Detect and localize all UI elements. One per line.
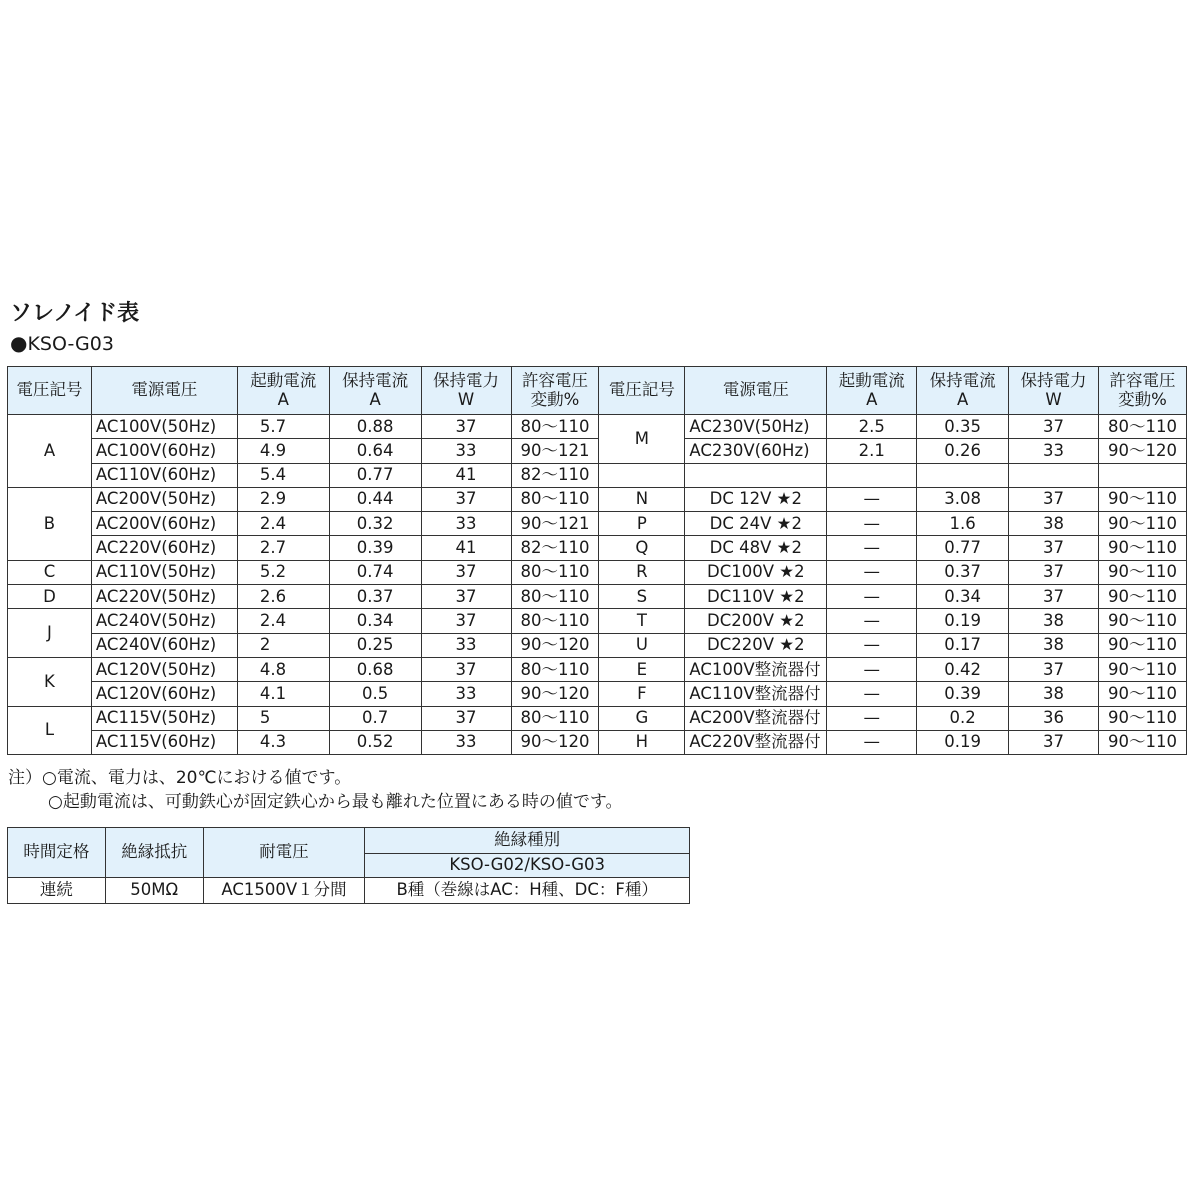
voltage-code: E: [599, 657, 685, 681]
source-voltage: DC200V ★2: [685, 609, 827, 633]
hold-current: 0.34: [917, 585, 1009, 609]
voltage-code: N: [599, 487, 685, 511]
empty-cell: [1098, 463, 1186, 487]
source-voltage: AC220V(50Hz): [91, 585, 237, 609]
tolerance: 90～110: [1098, 487, 1186, 511]
start-current: 2.5: [827, 415, 917, 439]
table-row: [8, 487, 1187, 511]
start-current: 5.7: [237, 415, 329, 439]
tolerance: 90～120: [1098, 439, 1186, 463]
source-voltage: AC200V整流器付: [685, 706, 827, 730]
source-voltage: AC100V(60Hz): [91, 439, 237, 463]
header-tolerance: 許容電圧 変動%: [1098, 367, 1186, 415]
table-row: [8, 415, 1187, 439]
source-voltage: AC220V整流器付: [685, 730, 827, 754]
hold-current: 0.77: [329, 463, 421, 487]
voltage-code: P: [599, 512, 685, 536]
voltage-code: C: [8, 560, 92, 584]
hold-power: 37: [421, 609, 511, 633]
hold-current: 0.52: [329, 730, 421, 754]
hold-current: 0.5: [329, 682, 421, 706]
header-code: 電圧記号: [8, 367, 92, 415]
hold-current: 0.39: [329, 536, 421, 560]
header-tolerance: 許容電圧 変動%: [511, 367, 599, 415]
tolerance: 90～110: [1098, 657, 1186, 681]
hold-current: 0.88: [329, 415, 421, 439]
note-line: ○起動電流は、可動鉄心が固定鉄心から最も離れた位置にある時の値です。: [48, 792, 623, 812]
hold-current: 1.6: [917, 512, 1009, 536]
start-current: 4.1: [237, 682, 329, 706]
tolerance: 90～110: [1098, 730, 1186, 754]
hold-power: 37: [1009, 536, 1099, 560]
hold-current: 0.39: [917, 682, 1009, 706]
hold-current: 0.68: [329, 657, 421, 681]
hold-power: 33: [1009, 439, 1099, 463]
start-current: —: [827, 585, 917, 609]
voltage-code: K: [8, 657, 92, 706]
start-current: 2.6: [237, 585, 329, 609]
start-current: 2: [237, 633, 329, 657]
tolerance: 90～110: [1098, 633, 1186, 657]
hold-current: 0.19: [917, 609, 1009, 633]
hold-power: 38: [1009, 609, 1099, 633]
insulation-resistance: 50MΩ: [105, 878, 203, 904]
start-current: 2.4: [237, 512, 329, 536]
spec-table: [7, 827, 690, 904]
table-row: [8, 536, 1187, 560]
source-voltage: DC220V ★2: [685, 633, 827, 657]
source-voltage: DC 24V ★2: [685, 512, 827, 536]
hold-power: 41: [421, 536, 511, 560]
source-voltage: AC100V整流器付: [685, 657, 827, 681]
hold-current: 0.37: [917, 560, 1009, 584]
source-voltage: AC100V(50Hz): [91, 415, 237, 439]
source-voltage: AC230V(60Hz): [685, 439, 827, 463]
solenoid-table: [7, 366, 1187, 755]
insulation-class: B種（巻線はAC：H種、DC：F種）: [365, 878, 690, 904]
voltage-code: J: [8, 609, 92, 658]
start-current: 4.3: [237, 730, 329, 754]
header-source: 電源電圧: [91, 367, 237, 415]
tolerance: 90～121: [511, 512, 599, 536]
header-time-rating: 時間定格: [8, 828, 106, 878]
start-current: —: [827, 682, 917, 706]
hold-power: 36: [1009, 706, 1099, 730]
voltage-code: U: [599, 633, 685, 657]
tolerance: 82～110: [511, 463, 599, 487]
hold-power: 33: [421, 439, 511, 463]
hold-power: 37: [1009, 585, 1099, 609]
header-code: 電圧記号: [599, 367, 685, 415]
start-current: 2.1: [827, 439, 917, 463]
header-hold-power: 保持電力 W: [1009, 367, 1099, 415]
table-row: [8, 657, 1187, 681]
header-insulation-resistance: 絶縁抵抗: [105, 828, 203, 878]
page-title: ソレノイド表: [10, 301, 140, 326]
source-voltage: DC100V ★2: [685, 560, 827, 584]
notes: [8, 766, 622, 814]
model-name: KSO-G03: [27, 333, 114, 355]
hold-current: 0.77: [917, 536, 1009, 560]
tolerance: 80～110: [1098, 415, 1186, 439]
start-current: —: [827, 560, 917, 584]
header-withstand-voltage: 耐電圧: [203, 828, 365, 878]
tolerance: 80～110: [511, 706, 599, 730]
bullet-icon: ●: [10, 331, 28, 355]
tolerance: 80～110: [511, 415, 599, 439]
start-current: —: [827, 633, 917, 657]
tolerance: 82～110: [511, 536, 599, 560]
start-current: —: [827, 487, 917, 511]
hold-current: 0.32: [329, 512, 421, 536]
source-voltage: AC200V(50Hz): [91, 487, 237, 511]
table-row: [8, 633, 1187, 657]
voltage-code: L: [8, 706, 92, 755]
hold-power: 33: [421, 512, 511, 536]
hold-power: 37: [1009, 657, 1099, 681]
spec-row: [8, 878, 690, 904]
tolerance: 90～121: [511, 439, 599, 463]
voltage-code: S: [599, 585, 685, 609]
empty-cell: [1009, 463, 1099, 487]
hold-power: 37: [421, 560, 511, 584]
tolerance: 90～110: [1098, 609, 1186, 633]
tolerance: 90～110: [1098, 560, 1186, 584]
source-voltage: DC 48V ★2: [685, 536, 827, 560]
tolerance: 90～110: [1098, 512, 1186, 536]
hold-current: 0.2: [917, 706, 1009, 730]
tolerance: 90～120: [511, 682, 599, 706]
voltage-code: R: [599, 560, 685, 584]
voltage-code: M: [599, 415, 685, 464]
hold-power: 33: [421, 682, 511, 706]
note-line: 注）○電流、電力は、20℃における値です。: [8, 768, 352, 788]
start-current: —: [827, 706, 917, 730]
tolerance: 80～110: [511, 609, 599, 633]
empty-cell: [685, 463, 827, 487]
voltage-code: H: [599, 730, 685, 754]
header-models: KSO-G02/KSO-G03: [365, 854, 690, 878]
voltage-code: D: [8, 585, 92, 609]
hold-current: 0.34: [329, 609, 421, 633]
table-row: [8, 560, 1187, 584]
source-voltage: AC110V(60Hz): [91, 463, 237, 487]
source-voltage: AC115V(60Hz): [91, 730, 237, 754]
source-voltage: AC110V(50Hz): [91, 560, 237, 584]
hold-current: 0.17: [917, 633, 1009, 657]
hold-power: 37: [421, 487, 511, 511]
hold-current: 0.42: [917, 657, 1009, 681]
hold-current: 0.74: [329, 560, 421, 584]
start-current: 2.9: [237, 487, 329, 511]
voltage-code: A: [8, 415, 92, 488]
header-hold-current: 保持電流 A: [329, 367, 421, 415]
tolerance: 90～110: [1098, 682, 1186, 706]
hold-power: 33: [421, 633, 511, 657]
hold-current: 0.37: [329, 585, 421, 609]
hold-power: 37: [421, 706, 511, 730]
voltage-code: F: [599, 682, 685, 706]
hold-power: 37: [421, 415, 511, 439]
start-current: 4.9: [237, 439, 329, 463]
empty-cell: [917, 463, 1009, 487]
tolerance: 90～110: [1098, 585, 1186, 609]
header-start-current: 起動電流 A: [827, 367, 917, 415]
header-start-current: 起動電流 A: [237, 367, 329, 415]
empty-cell: [827, 463, 917, 487]
hold-current: 0.35: [917, 415, 1009, 439]
hold-power: 38: [1009, 633, 1099, 657]
start-current: —: [827, 536, 917, 560]
header-hold-current: 保持電流 A: [917, 367, 1009, 415]
hold-power: 38: [1009, 682, 1099, 706]
start-current: —: [827, 657, 917, 681]
hold-power: 41: [421, 463, 511, 487]
voltage-code: Q: [599, 536, 685, 560]
time-rating: 連続: [8, 878, 106, 904]
source-voltage: AC240V(50Hz): [91, 609, 237, 633]
hold-current: 0.25: [329, 633, 421, 657]
spec-header-row: [8, 828, 690, 854]
tolerance: 80～110: [511, 657, 599, 681]
withstand-voltage: AC1500V１分間: [203, 878, 365, 904]
tolerance: 90～120: [511, 730, 599, 754]
table-row: [8, 512, 1187, 536]
hold-power: 37: [1009, 730, 1099, 754]
table-row: [8, 439, 1187, 463]
hold-current: 3.08: [917, 487, 1009, 511]
voltage-code: T: [599, 609, 685, 633]
tolerance: 90～120: [511, 633, 599, 657]
start-current: 2.4: [237, 609, 329, 633]
hold-current: 0.7: [329, 706, 421, 730]
tolerance: 80～110: [511, 487, 599, 511]
voltage-code: B: [8, 487, 92, 560]
start-current: 5.2: [237, 560, 329, 584]
tolerance: 80～110: [511, 560, 599, 584]
header-insulation-class: 絶縁種別: [365, 828, 690, 854]
hold-power: 37: [421, 657, 511, 681]
empty-cell: [599, 463, 685, 487]
source-voltage: AC220V(60Hz): [91, 536, 237, 560]
hold-power: 37: [1009, 560, 1099, 584]
tolerance: 80～110: [511, 585, 599, 609]
start-current: —: [827, 730, 917, 754]
source-voltage: AC120V(60Hz): [91, 682, 237, 706]
header-source: 電源電圧: [685, 367, 827, 415]
start-current: 2.7: [237, 536, 329, 560]
start-current: —: [827, 609, 917, 633]
hold-current: 0.64: [329, 439, 421, 463]
source-voltage: AC200V(60Hz): [91, 512, 237, 536]
tolerance: 90～110: [1098, 536, 1186, 560]
source-voltage: AC230V(50Hz): [685, 415, 827, 439]
hold-current: 0.44: [329, 487, 421, 511]
hold-power: 37: [1009, 487, 1099, 511]
header-hold-power: 保持電力 W: [421, 367, 511, 415]
table-row: [8, 609, 1187, 633]
table-header-row: [8, 367, 1187, 415]
source-voltage: DC 12V ★2: [685, 487, 827, 511]
table-row: [8, 706, 1187, 730]
hold-power: 38: [1009, 512, 1099, 536]
source-voltage: AC115V(50Hz): [91, 706, 237, 730]
hold-power: 37: [421, 585, 511, 609]
tolerance: 90～110: [1098, 706, 1186, 730]
hold-current: 0.19: [917, 730, 1009, 754]
table-row: [8, 730, 1187, 754]
start-current: 5: [237, 706, 329, 730]
start-current: 4.8: [237, 657, 329, 681]
source-voltage: AC110V整流器付: [685, 682, 827, 706]
source-voltage: AC120V(50Hz): [91, 657, 237, 681]
table-row: [8, 585, 1187, 609]
model-label: [10, 331, 114, 355]
hold-power: 33: [421, 730, 511, 754]
source-voltage: AC240V(60Hz): [91, 633, 237, 657]
hold-power: 37: [1009, 415, 1099, 439]
source-voltage: DC110V ★2: [685, 585, 827, 609]
start-current: 5.4: [237, 463, 329, 487]
table-row: [8, 463, 1187, 487]
start-current: —: [827, 512, 917, 536]
table-row: [8, 682, 1187, 706]
voltage-code: G: [599, 706, 685, 730]
hold-current: 0.26: [917, 439, 1009, 463]
